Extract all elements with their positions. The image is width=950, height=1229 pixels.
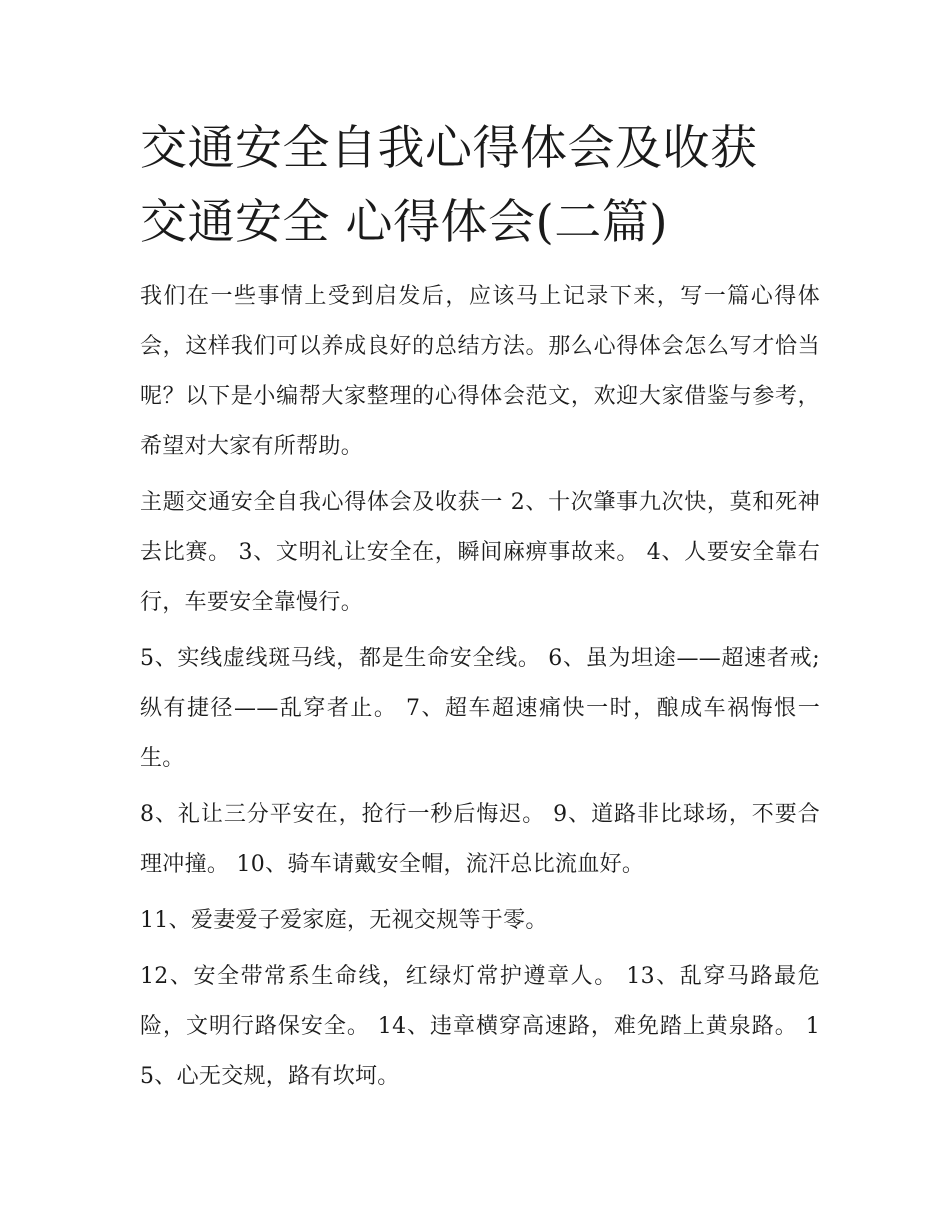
paragraph-slogans-8-10: 8、礼让三分平安在，抢行一秒后悔迟。 9、道路非比球场，不要合理冲撞。 10、骑车请戴安全帽，流汗总比流血好。	[140, 802, 820, 877]
document-content	[140, 112, 820, 1108]
paragraph-intro: 我们在一些事情上受到启发后，应该马上记录下来，写一篇心得体会，这样我们可以养成良好的总结方法。那么心得体会怎么写才恰当呢？以下是小编帮大家整理的心得体会范文，欢迎大家借鉴与参考，希望对大家有所帮助。	[140, 284, 820, 459]
paragraph-slogans-5-7: 5、实线虚线斑马线，都是生命安全线。 6、虽为坦途——超速者戒;纵有捷径——乱穿者止。 7、超车超速痛快一时，酿成车祸悔恨一生。	[140, 646, 820, 771]
paragraph-slogans-12-15: 12、安全带常系生命线，红绿灯常护遵章人。 13、乱穿马路最危险，文明行路保安全。 14、违章横穿高速路，难免踏上黄泉路。 15、心无交规，路有坎坷。	[140, 964, 820, 1089]
title-line-2: 交通安全 心得体会(二篇)	[140, 195, 669, 250]
document-title	[140, 112, 820, 260]
document-body	[140, 272, 820, 1102]
title-line-1: 交通安全自我心得体会及收获	[140, 121, 758, 176]
paragraph-slogan-11: 11、爱妻爱子爱家庭，无视交规等于零。	[140, 908, 548, 933]
paragraph-slogans-2-4: 主题交通安全自我心得体会及收获一 2、十次肇事九次快，莫和死神去比赛。 3、文明礼让安全在，瞬间麻痹事故来。 4、人要安全靠右行，车要安全靠慢行。	[140, 490, 820, 615]
